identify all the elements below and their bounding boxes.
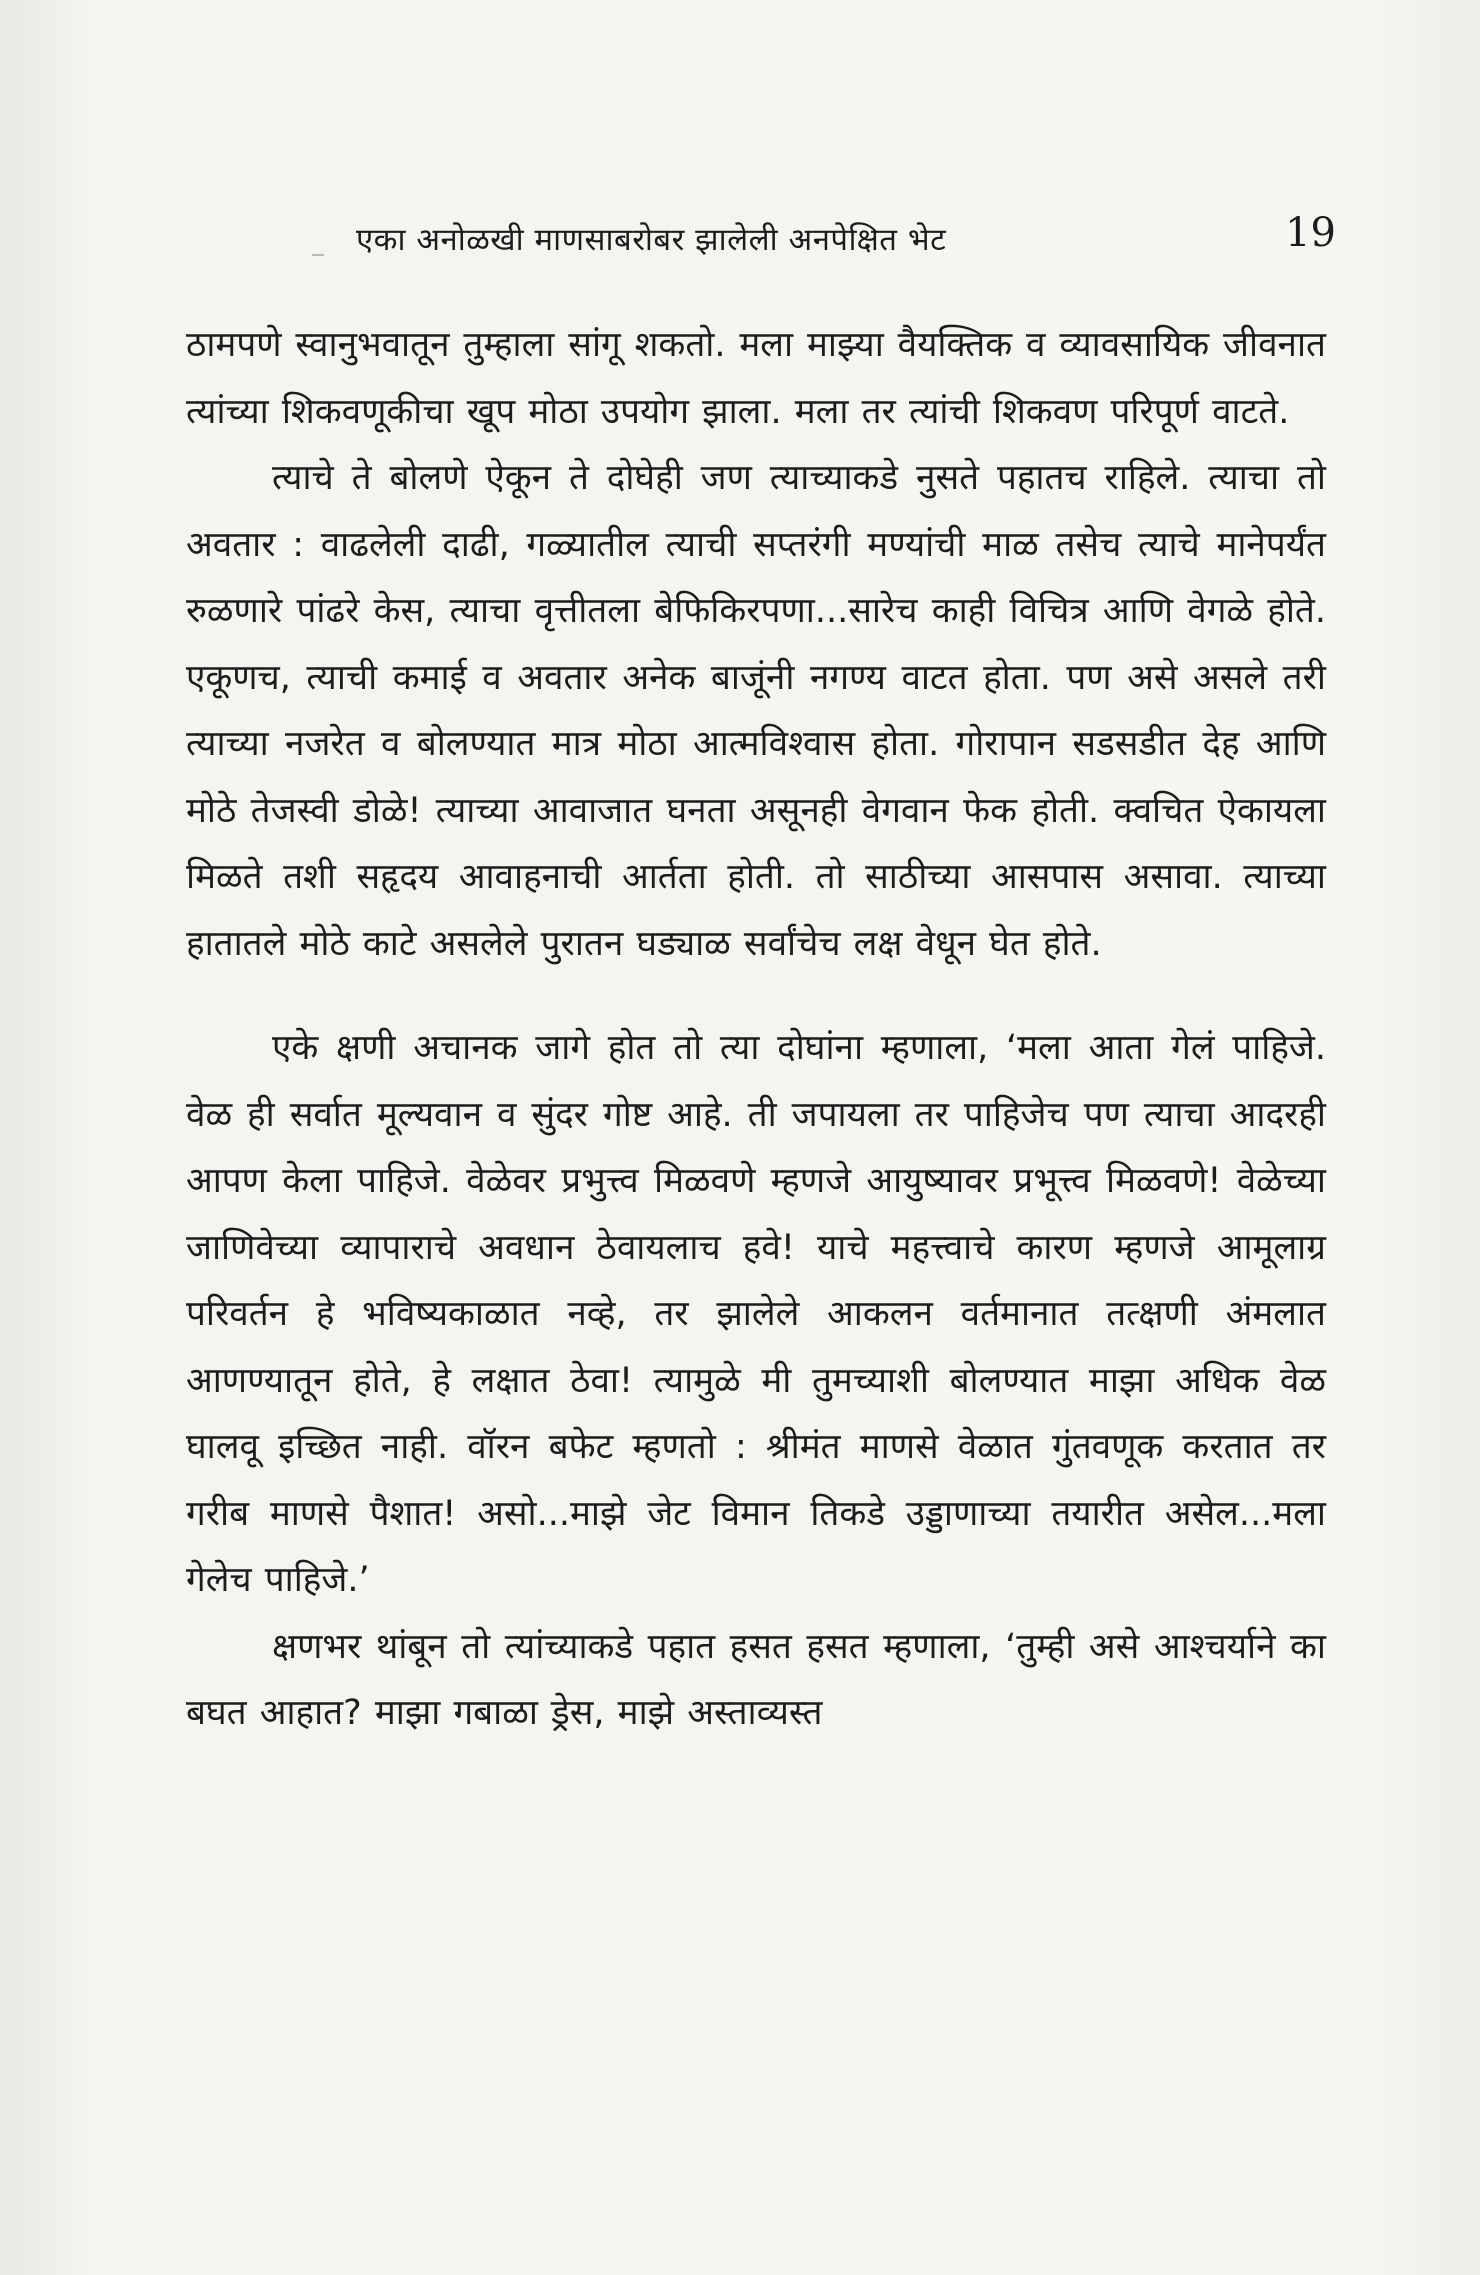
paragraph-closing: क्षणभर थांबून तो त्यांच्याकडे पहात हसत हसत म्हणाला, ‘तुम्ही असे आश्चर्याने का बघत आहात? माझा गबाळा ड्रेस, माझे अस्ताव्यस्त [186, 1626, 1326, 1733]
running-title: एका अनोळखी माणसाबरोबर झालेली अनपेक्षित भेट [356, 222, 947, 258]
page-header [186, 210, 1336, 280]
header-dash-mark [312, 254, 324, 256]
paragraph-description: त्याचे ते बोलणे ऐकून ते दोघेही जण त्याच्याकडे नुसते पहातच राहिले. त्याचा तो अवतार : वाढलेली दाढी, गळ्यातील त्याची सप्तरंगी मण्यांची माळ तसेच त्याचे मानेपर्यंत रुळणारे पांढरे केस, त्याचा वृत्तीतला बेफिकिरपणा...सारेच काही विचित्र आणि वेगळे होते. एकूणच, त्याची कमाई व अवतार अनेक बाजूंनी नगण्य वाटत होता. पण असे असले तरी त्याच्या नजरेत व बोलण्यात मात्र मोठा आत्मविश्वास होता. गोरापान सडसडीत देह आणि मोठे तेजस्वी डोळे! त्याच्या आवाजात घनता असूनही वेगवान फेक होती. क्वचित ऐकायला मिळते तशी सहृदय आवाहनाची आर्तता होती. तो साठीच्या आसपास असावा. त्याच्या हातातले मोठे काटे असलेले पुरातन घड्याळ सर्वांचेच लक्ष वेधून घेत होते. [186, 458, 1326, 964]
page-number: 19 [1285, 210, 1336, 256]
paragraph-continuation: ठामपणे स्वानुभवातून तुम्हाला सांगू शकतो. मला माझ्या वैयक्तिक व व्यावसायिक जीवनात त्यांच्या शिकवणूकीचा खूप मोठा उपयोग झाला. मला तर त्यांची शिकवण परिपूर्ण वाटते. [186, 325, 1326, 432]
paragraph-speech: एके क्षणी अचानक जागे होत तो त्या दोघांना म्हणाला, ‘मला आता गेलं पाहिजे. वेळ ही सर्वात मूल्यवान व सुंदर गोष्ट आहे. ती जपायला तर पाहिजेच पण त्याचा आदरही आपण केला पाहिजे. वेळेवर प्रभुत्त्व मिळवणे म्हणजे आयुष्यावर प्रभूत्त्व मिळवणे! वेळेच्या जाणिवेच्या व्यापाराचे अवधान ठेवायलाच हवे! याचे महत्त्वाचे कारण म्हणजे आमूलाग्र परिवर्तन हे भविष्यकाळात नव्हे, तर झालेले आकलन वर्तमानात तत्क्षणी अंमलात आणण्यातून होते, हे लक्षात ठेवा! त्यामुळे मी तुमच्याशी बोलण्यात माझा अधिक वेळ घालवू इच्छित नाही. वॉरन बफेट म्हणतो : श्रीमंत माणसे वेळात गुंतवणूक करतात तर गरीब माणसे पैशात! असो...माझे जेट विमान तिकडे उड्डाणाच्या तयारीत असेल...मला गेलेच पाहिजे.’ [186, 1028, 1326, 1600]
body-text [186, 312, 1326, 1747]
